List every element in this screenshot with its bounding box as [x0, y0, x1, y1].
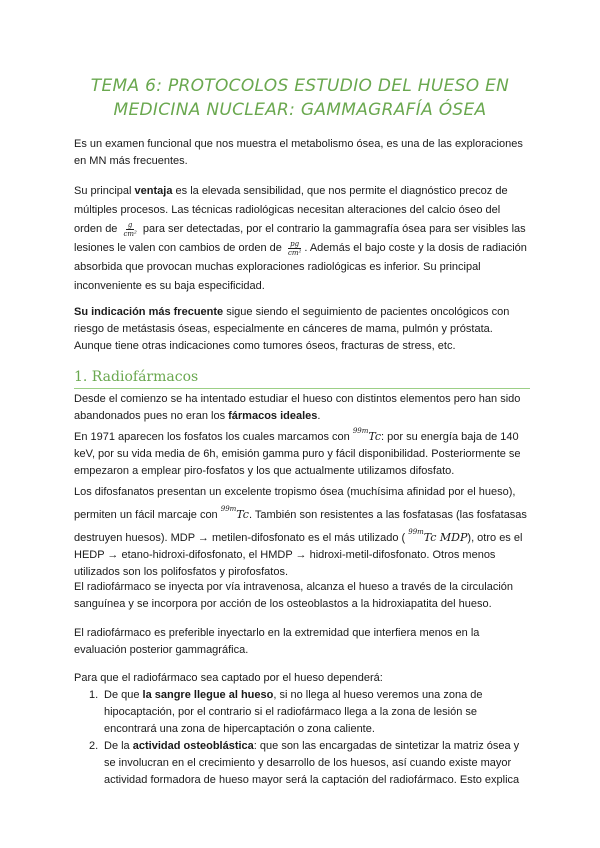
- section-divider: [74, 388, 530, 389]
- text-run: Su principal: [74, 185, 135, 197]
- text-run: : por su energía baja de 140 keV, por su vida media de 6h, emisión gamma puro y fácil disponibilidad. Posteriormente se empezaron a emplear piro-fosfatos y los que actualmente utilizamos difosfato.: [74, 431, 521, 477]
- list-item: [74, 687, 530, 738]
- text-run: es la elevada sensibilidad, que nos permite el diagnóstico precoz de múltiples procesos. Las técnicas radiológicas necesitan alteraciones del calcio óseo del orden de: [74, 185, 508, 235]
- text-run: .: [317, 410, 321, 422]
- text-run: En 1971 aparecen los fosfatos los cuales marcamos con: [74, 431, 353, 443]
- text-run: : que son las encargadas de sintetizar la matriz ósea y se involucran en el crecimiento y desarrollo de los huesos, así cuando existe mayor actividad formadora de hueso mayor será la captación del radiofármaco. Esto explica: [104, 740, 520, 786]
- list-item: [74, 738, 530, 789]
- isotope-mass: 99m: [220, 505, 237, 513]
- radio-paragraph-4: El radiofármaco se inyecta por vía intravenosa, alcanza el hueso a través de la circulación sanguínea y se incorpora por acción de los osteoblastos a la hidroxiapatita del hueso.: [74, 581, 514, 610]
- isotope-symbol: Tc: [368, 430, 382, 443]
- bold-indicacion: Su indicación más frecuente: [74, 306, 224, 318]
- radio-paragraph-1: [74, 391, 530, 425]
- text-run: sigue siendo el seguimiento de pacientes oncológicos con riesgo de metástasis óseas, especialmente en cánceres de mama, pulmón y próstata. Aunque tiene otras indicaciones como tumores óseos, fracturas de stress, etc.: [74, 306, 510, 352]
- radio-paragraph-2: [74, 423, 530, 480]
- fraction-numerator: pg: [290, 239, 300, 248]
- fraction-pg-cm2: [288, 240, 301, 257]
- bold-ventaja: ventaja: [134, 185, 173, 197]
- text-run: Desde el comienzo se ha intentado estudiar el hueso con distintos elementos pero han sido abandonados pues no eran los: [74, 393, 521, 422]
- fraction-denominator: cm²: [287, 248, 302, 257]
- text-run: Los difosfanatos presentan un excelente tropismo ósea (muchísima afinidad por el hueso), permiten un fácil marcaje con: [74, 486, 516, 521]
- depende-paragraph: Para que el radiofármaco sea captado por el hueso dependerá:: [74, 672, 383, 684]
- isotope-tc99m: [352, 427, 382, 443]
- isotope-tc99m-mdp: [408, 528, 468, 544]
- radio-paragraph-5: El radiofármaco es preferible inyectarlo en la extremidad que interfiera menos en la evaluación posterior gammagráfica.: [74, 627, 480, 656]
- isotope-mass: 99m: [352, 427, 369, 435]
- fraction-numerator: g: [127, 220, 133, 229]
- bold-sangre-hueso: la sangre llegue al hueso: [142, 689, 274, 701]
- isotope-symbol: Tc: [236, 508, 249, 521]
- isotope-symbol: Tc MDP: [423, 531, 468, 544]
- dependency-list: [74, 687, 530, 789]
- text-run: para ser detectadas, por el contrario la gammagrafía ósea para ser visibles las lesiones le valen con cambios de orden de: [74, 223, 526, 254]
- fraction-g-cm2: [123, 221, 136, 238]
- bold-actividad-osteoblastica: actividad osteoblástica: [132, 740, 254, 752]
- isotope-tc99m: [220, 505, 249, 521]
- text-run: . Además el bajo coste y la dosis de radiación absorbida que provocan muchas exploraciones radiológicas es inferior. Su principal inconveniente es su baja especificidad.: [74, 242, 527, 292]
- text-run: ), otro es el HEDP → etano-hidroxi-difosfonato, el HMDP → hidroxi-metil-difosfonato. Otros menos utilizados son los polifosfatos y pirofosfatos.: [74, 532, 523, 578]
- section-heading: 1. Radiofármacos: [74, 369, 199, 385]
- document-title: TEMA 6: PROTOCOLOS ESTUDIO DEL HUESO EN MEDICINA NUCLEAR: GAMMAGRAFÍA ÓSEA: [90, 76, 510, 120]
- indicacion-paragraph: [74, 304, 530, 355]
- text-run: , si no llega al hueso veremos una zona de hipocaptación, por el contrario si el radiofármaco llega a la zona de lesión se encontrará una zona de hipercaptación o zona caliente.: [104, 689, 483, 735]
- isotope-mass: 99m: [408, 528, 424, 536]
- bold-farmacos-ideales: fármacos ideales: [228, 410, 318, 422]
- text-run: De la: [104, 740, 133, 752]
- intro-paragraph: Es un examen funcional que nos muestra el metabolismo ósea, es una de las exploraciones en MN más frecuentes.: [74, 138, 523, 167]
- ventaja-paragraph: [74, 182, 530, 296]
- list-marker: 1.: [89, 689, 99, 701]
- text-run: De que: [104, 689, 143, 701]
- text-run: . También son resistentes a las fosfatasas (las fosfatasas destruyen huesos). MDP → metilen-difosfonato es el más utilizado (: [74, 509, 527, 544]
- radio-paragraph-3: [74, 484, 530, 581]
- fraction-denominator: cm²: [123, 229, 137, 238]
- list-marker: 2.: [89, 740, 99, 752]
